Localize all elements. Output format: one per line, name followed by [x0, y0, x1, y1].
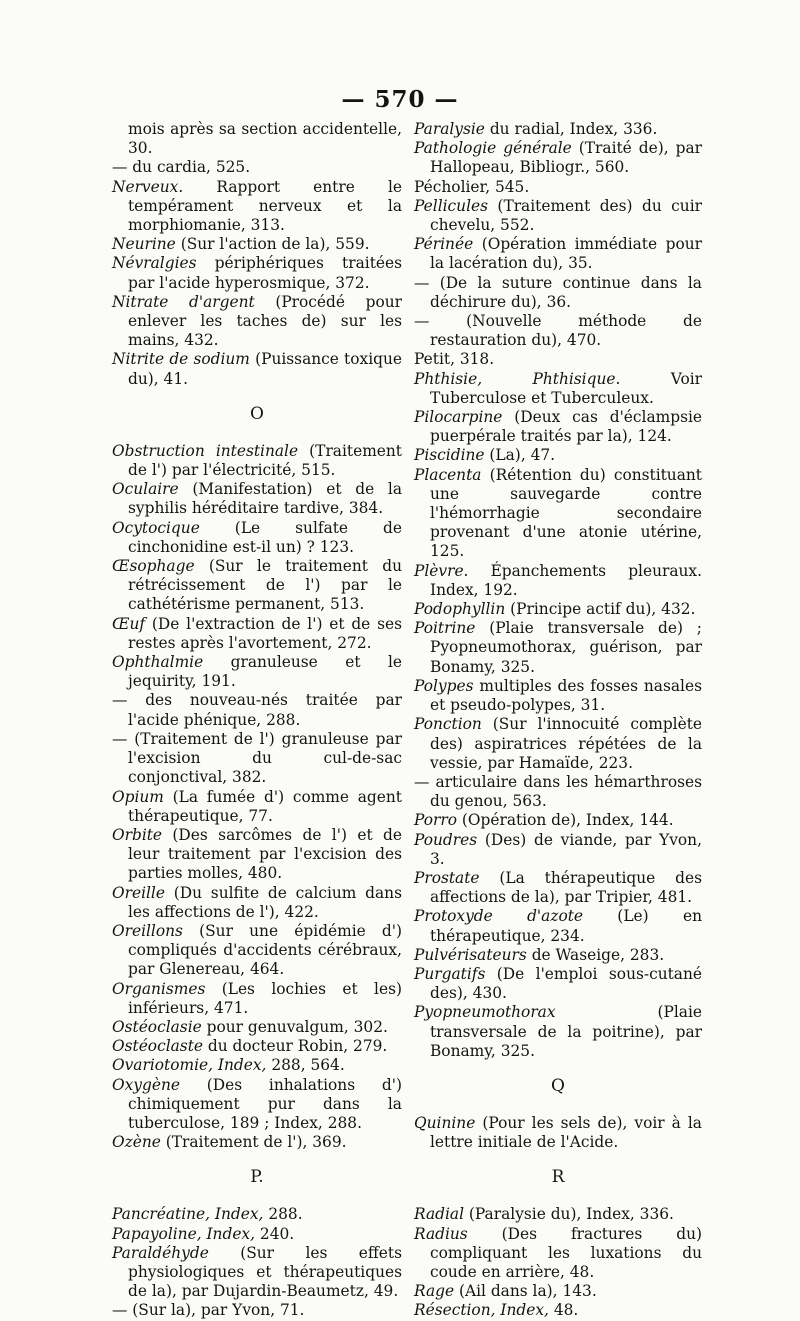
entry-term: Oreillons [112, 921, 183, 940]
index-entry [414, 235, 702, 273]
entry-term: Pulvérisateurs [414, 945, 527, 964]
entry-text: 48. [548, 1301, 579, 1320]
index-entry [414, 120, 702, 139]
index-entry [112, 730, 402, 788]
entry-term: Papayoline, Index, [112, 1224, 256, 1243]
index-entry [112, 1301, 402, 1320]
entry-term: Nitrite de sodium [112, 350, 250, 369]
entry-text: (De l'extraction de l') et de ses restes après l'avortement, 272. [128, 614, 402, 652]
index-entry [414, 600, 702, 619]
index-entry [112, 442, 402, 480]
entry-term: Oculaire [112, 480, 179, 499]
section-letter: R [551, 1167, 565, 1188]
entry-term: Porro [414, 811, 457, 830]
entry-text: (La fumée d') comme agent thérapeutique, 77. [128, 787, 402, 825]
index-entry [112, 254, 402, 292]
entry-text: — des nouveau-nés traitée par l'acide phénique, 288. [112, 691, 402, 729]
entry-text: du radial, Index, 336. [484, 120, 658, 138]
left-column [112, 120, 402, 1321]
index-entry [414, 965, 702, 1003]
entry-text: (Deux cas d'éclampsie puerpérale traités par la), 124. [430, 408, 702, 446]
entry-text: (Sur une épidémie d') compliqués d'accidents cérébraux, par Glenereau, 464. [128, 921, 402, 979]
entry-text: — articulaire dans les hémarthroses du genou, 563. [414, 772, 702, 811]
entry-term: Oreille [112, 883, 165, 902]
entry-term: Orbite [112, 825, 163, 844]
index-entry [112, 1244, 402, 1302]
entry-text: (Des) de viande, par Yvon, 3. [430, 830, 702, 868]
entry-text: 288, 564. [266, 1056, 345, 1075]
entry-text: (Opération immédiate pour la lacération du), 35. [430, 235, 702, 273]
entry-text: (Traitement des) du cuir chevelu, 552. [430, 196, 702, 235]
section-letter: O [250, 403, 264, 424]
entry-term: Rage [414, 1282, 455, 1301]
entry-text: — (Nouvelle méthode de restauration du), 470. [414, 312, 702, 350]
entry-term: Œuf [112, 614, 146, 633]
index-entry [112, 826, 402, 884]
entry-term: Ocytocique [112, 518, 200, 537]
index-entry [414, 1114, 702, 1152]
entry-text: mois après sa section accidentelle, 30. [128, 120, 402, 158]
entry-term: Piscidine [414, 446, 485, 465]
index-entry [414, 350, 702, 369]
entry-term: Organismes [112, 979, 206, 998]
index-entry [112, 1056, 402, 1075]
entry-term: Podophyllin [414, 600, 506, 619]
index-entry [414, 946, 702, 965]
entry-term: Protoxyde d'azote [414, 907, 583, 926]
index-entry [414, 907, 702, 945]
entry-term: Neurine [112, 235, 176, 254]
entry-term: Quinine [414, 1113, 476, 1132]
entry-text: — (Sur la), par Yvon, 71. [112, 1301, 305, 1320]
entry-text: (Plaie transversale de la poitrine), par Bonamy, 325. [430, 1003, 702, 1060]
index-entry [112, 235, 402, 254]
index-entry [414, 562, 702, 600]
index-entry [414, 1003, 702, 1061]
index-entry [414, 677, 702, 715]
entry-term: Paraldéhyde [112, 1243, 209, 1262]
entry-text: (Puissance toxique du), 41. [128, 350, 402, 388]
index-entry [414, 446, 702, 465]
entry-text: Pécholier, 545. [414, 177, 530, 196]
index-entry [414, 197, 702, 235]
entry-text: de Waseige, 283. [526, 945, 665, 964]
index-entry [112, 1225, 402, 1244]
entry-text: (Manifestation) et de la syphilis héréditaire tardive, 384. [128, 480, 402, 518]
entry-term: Obstruction intestinale [112, 441, 299, 460]
index-entry [112, 350, 402, 388]
entry-term: Polypes [414, 676, 474, 695]
index-entry [112, 788, 402, 826]
entry-text: (Du sulfite de calcium dans les affections de l'), 422. [128, 883, 402, 921]
entry-text: Épanchements pleuraux. Index, 192. [430, 561, 702, 599]
index-entry [112, 1018, 402, 1037]
entry-term: Œsophage [112, 557, 195, 576]
entry-text: pour genuvalgum, 302. [201, 1017, 388, 1036]
entry-term: Pellicules [414, 196, 488, 215]
entry-text: (La), 47. [484, 446, 556, 465]
page-number: — 570 — [341, 86, 459, 113]
entry-text: (La thérapeutique des affections de la), par Tripier, 481. [430, 868, 702, 907]
entry-text: (Les lochies et les) inférieurs, 471. [128, 979, 402, 1017]
entry-term: Pathologie générale [414, 139, 572, 158]
entry-term: Radius [414, 1224, 468, 1243]
entry-term: Ovariotomie, Index, [112, 1056, 267, 1075]
entry-term: Ophthalmie [112, 653, 204, 672]
index-entry [414, 715, 702, 773]
entry-term: Purgatifs [414, 964, 486, 983]
index-entry [414, 811, 702, 830]
entry-text: — du cardia, 525. [112, 158, 251, 177]
entry-text: (Principe actif du), 432. [505, 600, 696, 619]
index-entry [112, 519, 402, 557]
index-entry [112, 178, 402, 236]
entry-term: Poudres [414, 830, 478, 849]
entry-text: Rapport entre le tempérament nerveux et la morphiomanie, 313. [128, 177, 402, 235]
entry-text: 288. [263, 1205, 303, 1224]
index-entry [112, 120, 402, 158]
index-entry [414, 139, 702, 177]
entry-text: (Rétention du) constituant une sauvegarde contre l'hémorrhagie secondaire provenant d'une atonie utérine, 125. [430, 465, 702, 561]
entry-text: (Paralysie du), Index, 336. [464, 1205, 674, 1224]
entry-term: Pancréatine, Index, [112, 1205, 264, 1224]
entry-text: (Sur les effets physiologiques et thérapeutiques de la), par Dujardin-Beaumetz, 49. [128, 1243, 402, 1301]
section-letter: Q [551, 1075, 565, 1096]
index-entry [414, 370, 702, 408]
entry-text: Petit, 318. [414, 350, 495, 369]
index-entry [414, 831, 702, 869]
entry-text: — (Traitement de l') granuleuse par l'excision du cul-de-sac conjonctival, 382. [112, 729, 402, 787]
entry-text: (Procédé pour enlever les taches de) sur les mains, 432. [128, 292, 403, 350]
entry-term: Nitrate d'argent [112, 292, 255, 311]
entry-term: Périnée [414, 235, 474, 254]
entry-term: Placenta [414, 465, 482, 484]
index-entry [414, 773, 702, 811]
index-entry [414, 178, 702, 197]
entry-text: (Des inhalations d') chimiquement pur dans la tuberculose, 189 ; Index, 288. [128, 1075, 402, 1132]
index-entry [112, 884, 402, 922]
entry-term: Prostate [414, 868, 480, 887]
entry-text: (Plaie transversale de) ; Pyopneumothorax, guérison, par Bonamy, 325. [430, 619, 702, 676]
entry-text: (Pour les sels de), voir à la lettre initiale de l'Acide. [430, 1113, 702, 1152]
index-entry [112, 1037, 402, 1056]
index-entry [414, 408, 702, 446]
entry-term: Ozène [112, 1133, 161, 1152]
index-entry [112, 1133, 402, 1152]
index-entry [414, 1205, 702, 1224]
index-entry [414, 1282, 702, 1301]
index-entry [112, 615, 402, 653]
entry-term: Pyopneumothorax [414, 1003, 556, 1022]
entry-text: (Traité de), par Hallopeau, Bibliogr., 560. [430, 139, 702, 177]
entry-term: Oxygène [112, 1075, 180, 1094]
index-entry [112, 1205, 402, 1224]
index-entry [112, 922, 402, 980]
index-entry [112, 691, 402, 729]
index-entry [414, 312, 702, 350]
entry-text: (Sur l'innocuité complète des) aspiratrices répétées de la vessie, par Hamaïde, 223. [430, 715, 702, 772]
section-letter: P. [250, 1167, 264, 1188]
index-entry [414, 869, 702, 907]
entry-text: périphériques traitées par l'acide hyperosmique, 372. [128, 254, 402, 292]
index-entry [414, 1301, 702, 1320]
entry-text: (Sur l'action de la), 559. [175, 235, 370, 254]
right-column [414, 120, 702, 1321]
entry-term: Pilocarpine [414, 408, 503, 427]
index-entry [414, 619, 702, 677]
entry-text: (De l'emploi sous-cutané des), 430. [430, 964, 702, 1003]
entry-term: Ponction [414, 715, 482, 734]
entry-term: Névralgies [112, 254, 197, 273]
index-entry [414, 466, 702, 562]
index-entry [112, 480, 402, 518]
index-entry [112, 293, 402, 351]
entry-term: Radial [414, 1205, 464, 1224]
entry-text: (Le) en thérapeutique, 234. [430, 907, 702, 945]
entry-text: (Traitement de l') par l'électricité, 515. [128, 441, 402, 480]
index-entry [112, 1076, 402, 1134]
entry-term: Nerveux. [112, 177, 184, 196]
entry-text: (Sur le traitement du rétrécissement de l') par le cathétérisme permanent, 513. [128, 557, 402, 614]
index-entry [112, 557, 402, 615]
entry-text: du docteur Robin, 279. [202, 1037, 388, 1056]
entry-text: (Traitement de l'), 369. [160, 1133, 347, 1152]
entry-text: granuleuse et le jequirity, 191. [128, 653, 402, 691]
entry-term: Poitrine [414, 619, 476, 638]
entry-text: 240. [255, 1224, 295, 1243]
entry-term: Plèvre. [414, 561, 469, 580]
entry-term: Ostéoclasie [112, 1017, 202, 1036]
entry-text: Voir Tuberculose et Tuberculeux. [430, 369, 703, 407]
entry-text: (Opération de), Index, 144. [456, 811, 674, 830]
entry-term: Opium [112, 787, 164, 806]
entry-text: — (De la suture continue dans la déchirure du), 36. [414, 273, 702, 311]
index-entry [414, 1225, 702, 1283]
entry-text: (Des fractures du) compliquant les luxations du coude en arrière, 48. [430, 1224, 702, 1281]
entry-term: Résection, Index, [414, 1301, 549, 1320]
entry-term: Paralysie [414, 120, 485, 138]
entry-text: (Ail dans la), 143. [454, 1282, 597, 1301]
entry-text: multiples des fosses nasales et pseudo-polypes, 31. [430, 676, 702, 715]
index-entry [112, 980, 402, 1018]
entry-text: (Des sarcômes de l') et de leur traitement par l'excision des parties molles, 480. [128, 825, 402, 883]
index-entry [112, 653, 402, 691]
entry-term: Ostéoclaste [112, 1037, 203, 1056]
index-entry [112, 158, 402, 177]
entry-term: Phthisie, Phthisique. [414, 369, 621, 388]
entry-text: (Le sulfate de cinchonidine est-il un) ? 123. [128, 518, 402, 556]
index-entry [414, 274, 702, 312]
